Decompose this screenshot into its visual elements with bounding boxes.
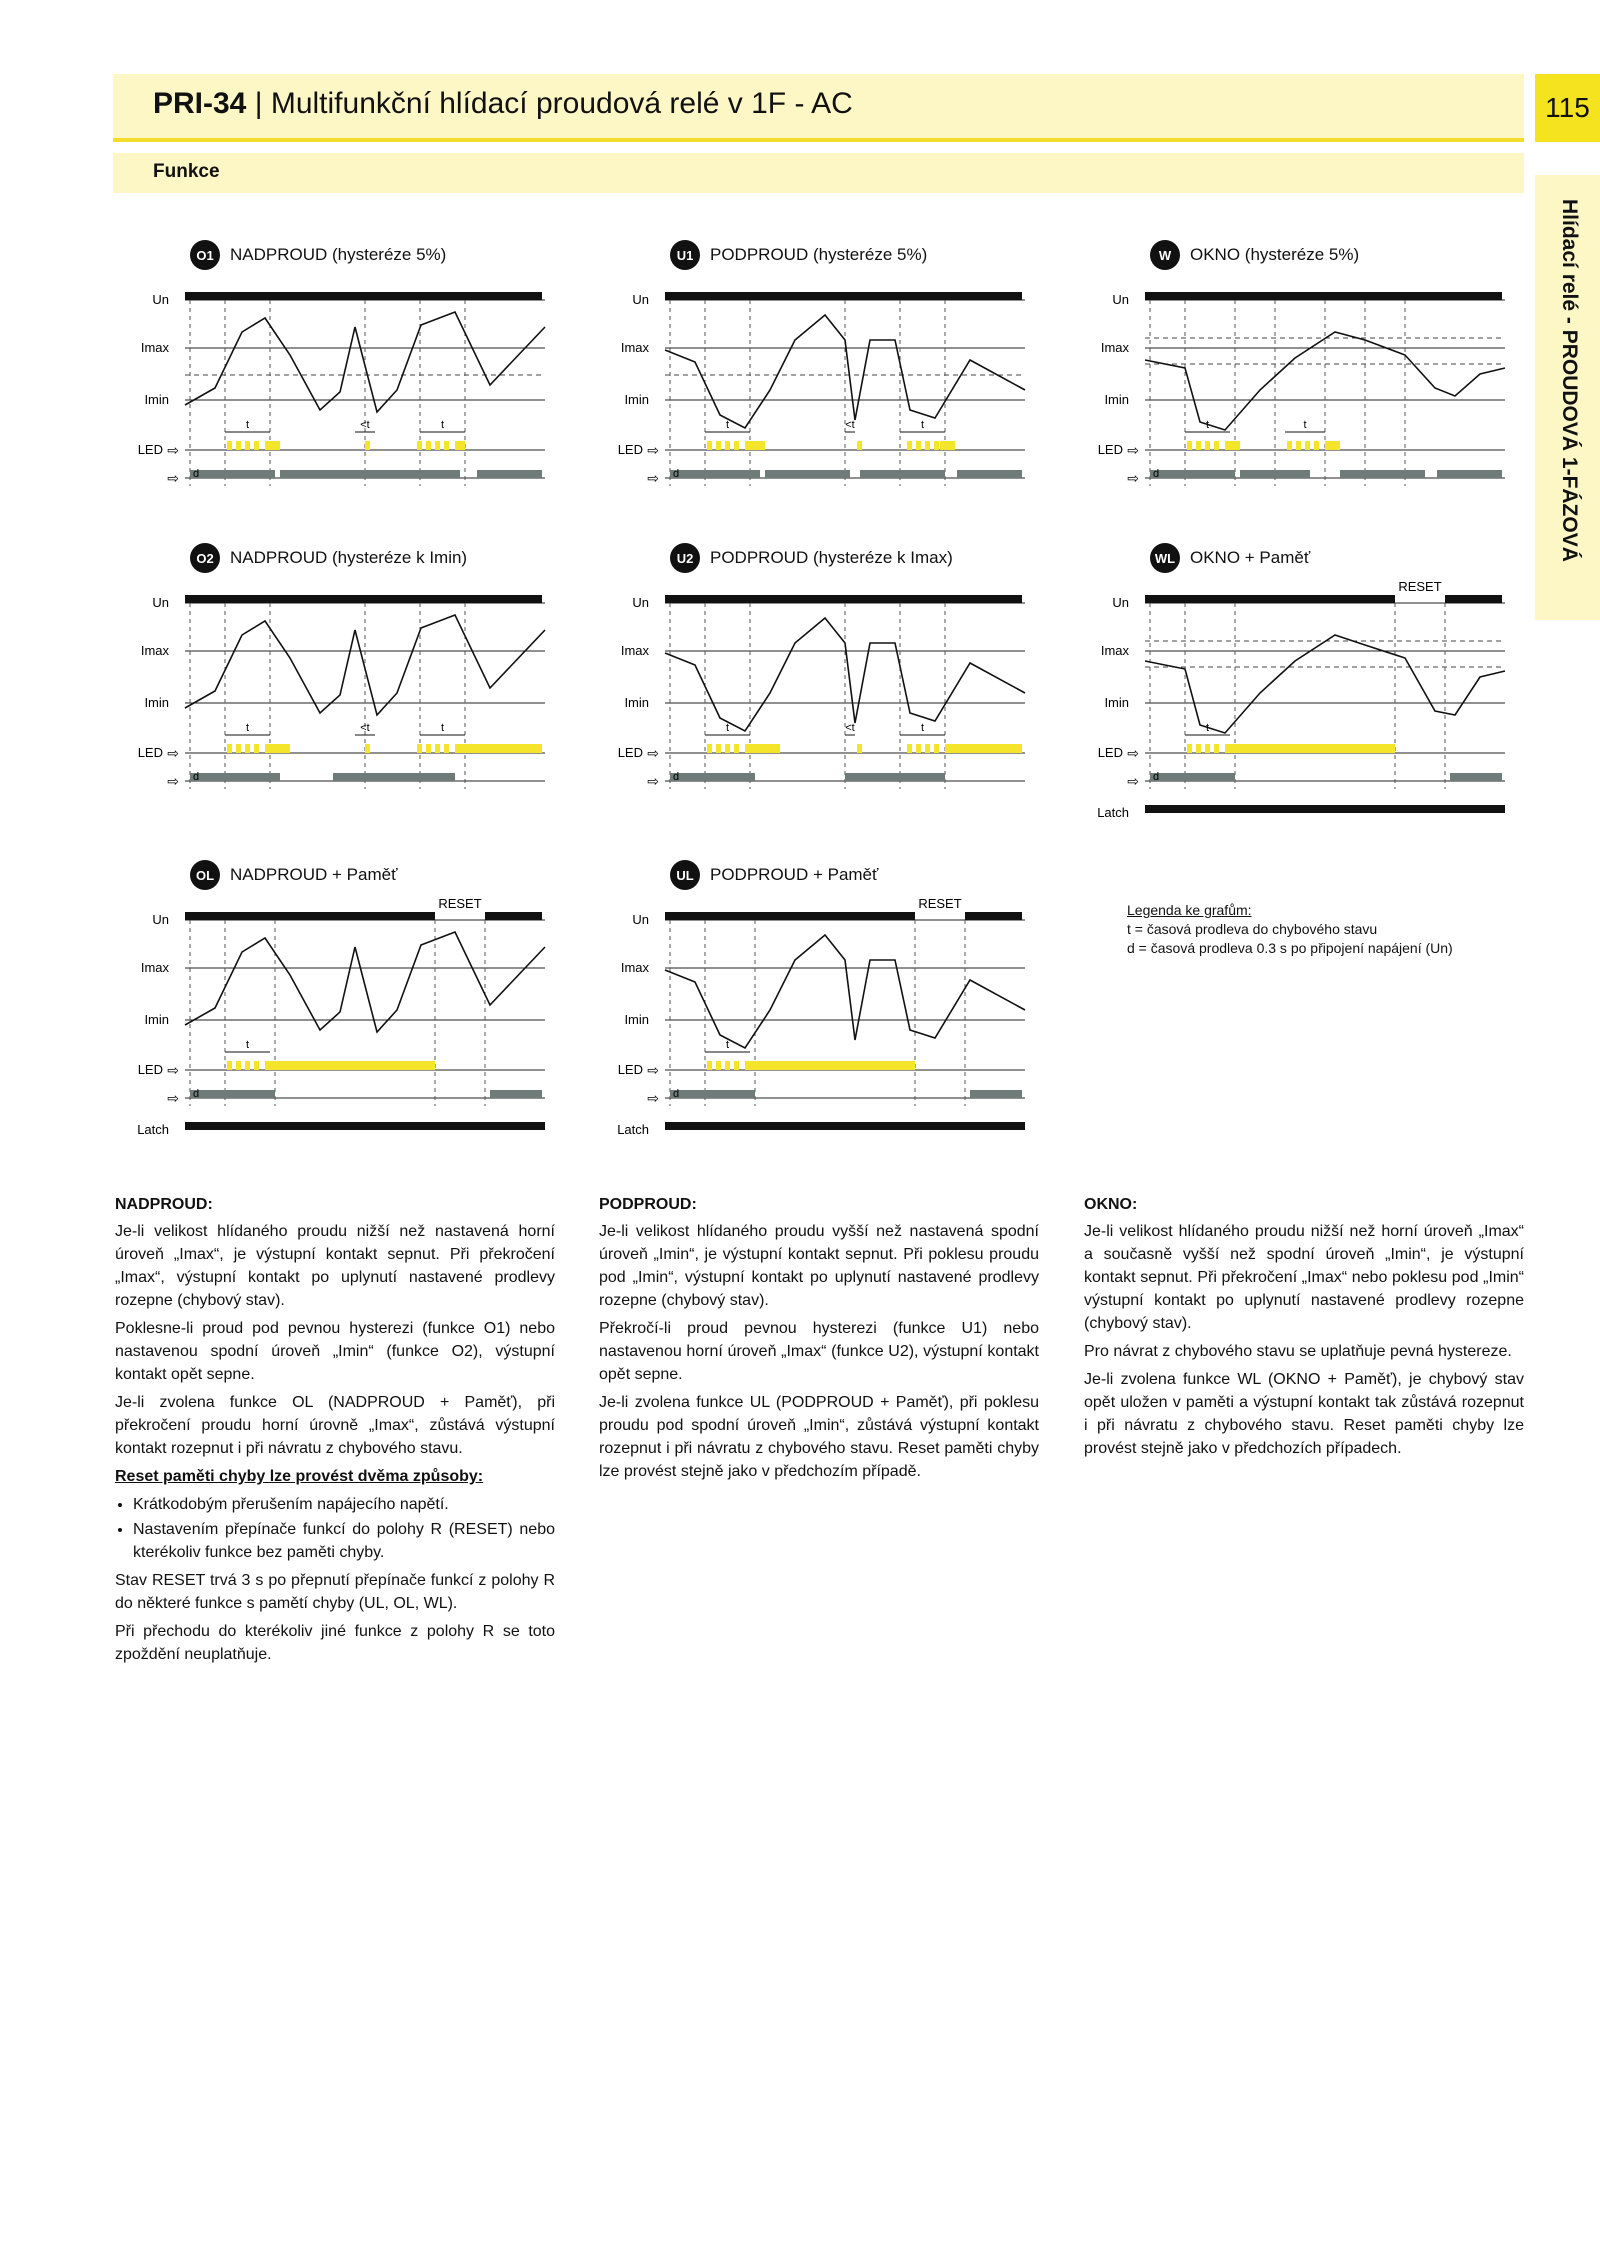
delay-label: t xyxy=(245,419,250,431)
imax-label: Imax xyxy=(1100,340,1129,355)
diagram-ol xyxy=(115,860,575,1145)
d-label: d xyxy=(1153,468,1160,480)
led-blink xyxy=(1287,441,1292,450)
led-arrow-icon: ⇨ xyxy=(1127,442,1139,458)
relay-arrow-icon: ⇨ xyxy=(1127,773,1139,789)
section-label: Funkce xyxy=(153,161,220,182)
led-label: LED xyxy=(137,442,163,457)
d-label: d xyxy=(193,468,200,480)
latch-bar xyxy=(185,1122,545,1130)
relay-bar xyxy=(280,470,460,478)
led-on xyxy=(745,441,765,450)
led-blink xyxy=(254,441,259,450)
led-blink xyxy=(1214,441,1219,450)
latch-bar xyxy=(665,1122,1025,1130)
imax-label: Imax xyxy=(1100,643,1129,658)
relay-bar xyxy=(1240,470,1310,478)
latch-label: Latch xyxy=(137,1122,169,1137)
led-blink xyxy=(916,441,921,450)
diagram-wl xyxy=(1075,543,1535,828)
legend-t: t = časová prodleva do chybového stavu xyxy=(1127,921,1378,937)
supply-bar xyxy=(485,912,542,920)
column-nadproud xyxy=(115,1193,555,1671)
led-on xyxy=(745,744,780,753)
relay-bar xyxy=(490,1090,542,1098)
led-blink xyxy=(734,441,739,450)
function-name: NADPROUD (hysteréze k Imin) xyxy=(230,548,468,567)
timing-chart xyxy=(595,543,1055,798)
delay-label: t xyxy=(440,419,445,431)
current-curve xyxy=(185,932,545,1032)
side-tab-label: Hlídací relé - PROUDOVÁ 1-FÁZOVÁ xyxy=(1558,199,1581,562)
nadproud-p4: Stav RESET trvá 3 s po přepnutí přepínače funkcí z polohy R do některé funkce s pamětí chyby (UL, OL, WL). xyxy=(115,1572,555,1612)
function-name: PODPROUD + Paměť xyxy=(710,865,879,884)
led-blink xyxy=(707,441,712,450)
relay-bar xyxy=(957,470,1022,478)
un-label: Un xyxy=(1112,292,1129,307)
led-arrow-icon: ⇨ xyxy=(1127,745,1139,761)
led-blink xyxy=(426,744,431,753)
supply-bar xyxy=(1445,595,1502,603)
latch-label: Latch xyxy=(617,1122,649,1137)
led-blink xyxy=(435,744,440,753)
un-label: Un xyxy=(1112,595,1129,610)
led-blink xyxy=(734,744,739,753)
relay-bar xyxy=(670,773,755,781)
product-code: PRI-34 xyxy=(153,87,247,120)
diagram-title xyxy=(190,543,467,573)
led-blink xyxy=(716,744,721,753)
delay-label: t xyxy=(440,722,445,734)
relay-bar xyxy=(190,1090,275,1098)
delay-label: t xyxy=(1205,722,1210,734)
title-bar xyxy=(113,74,1524,142)
supply-bar xyxy=(665,595,1022,603)
led-on xyxy=(940,441,955,450)
function-name: NADPROUD (hysteréze 5%) xyxy=(230,245,447,264)
function-badge: U1 xyxy=(670,240,700,270)
d-label: d xyxy=(193,771,200,783)
d-label: d xyxy=(673,771,680,783)
reset-bullet-2: • Nastavením přepínače funkcí do polohy R (RESET) nebo kterékoliv funkce bez paměti chyby. xyxy=(133,1518,555,1564)
relay-bar xyxy=(765,470,850,478)
un-label: Un xyxy=(152,292,169,307)
led-arrow-icon: ⇨ xyxy=(647,745,659,761)
podproud-p3: Je-li zvolena funkce UL (PODPROUD + Paměť), při poklesu proudu pod spodní úroveň „Imin“, zůstává výstupní kontakt rozepnut i při návratu z chybového stavu. Reset paměti chyby lze provést stejně jako v předchozím případě. xyxy=(599,1394,1039,1480)
nadproud-p3: Je-li zvolena funkce OL (NADPROUD + Paměť), při překročení proudu horní úrovně „Imax“, zůstává výstupní kontakt rozepnut i při návratu z chybového stavu. xyxy=(115,1394,555,1457)
diagram-title xyxy=(190,240,446,270)
led-arrow-icon: ⇨ xyxy=(167,745,179,761)
led-blink xyxy=(716,441,721,450)
delay-label: t xyxy=(920,722,925,734)
relay-arrow-icon: ⇨ xyxy=(1127,470,1139,486)
relay-bar xyxy=(1150,773,1235,781)
led-on xyxy=(455,744,542,753)
led-label: LED xyxy=(617,745,643,760)
d-label: d xyxy=(673,1088,680,1100)
column-okno xyxy=(1084,1193,1524,1465)
timing-chart xyxy=(1075,543,1535,828)
imin-label: Imin xyxy=(624,1012,649,1027)
reset-label: RESET xyxy=(918,896,962,911)
relay-bar xyxy=(1437,470,1502,478)
led-blink xyxy=(934,441,939,450)
delay-label: <t xyxy=(845,419,855,431)
imax-label: Imax xyxy=(140,960,169,975)
supply-bar xyxy=(1145,595,1395,603)
led-arrow-icon: ⇨ xyxy=(167,442,179,458)
led-blink xyxy=(1214,744,1219,753)
led-blink xyxy=(444,744,449,753)
delay-label: t xyxy=(1205,419,1210,431)
nadproud-p5: Při přechodu do kterékoliv jiné funkce z polohy R se toto zpoždění neuplatňuje. xyxy=(115,1623,555,1663)
diagram-ul xyxy=(595,860,1055,1145)
led-blink xyxy=(417,441,422,450)
page-title xyxy=(153,87,853,121)
nadproud-p2: Poklesne-li proud pod pevnou hysterezi (funkce O1) nebo nastavenou spodní úroveň „Imin“ (funkce O2), výstupní kontakt opět sepne. xyxy=(115,1320,555,1383)
led-blink xyxy=(245,441,250,450)
supply-bar xyxy=(1145,292,1502,300)
un-label: Un xyxy=(152,912,169,927)
function-badge: O2 xyxy=(190,543,220,573)
diagram-o1 xyxy=(115,240,575,495)
diagram-title xyxy=(190,860,397,890)
relay-arrow-icon: ⇨ xyxy=(647,1090,659,1106)
timing-chart xyxy=(115,860,575,1145)
imin-label: Imin xyxy=(144,392,169,407)
legend-d: d = časová prodleva 0.3 s po připojení napájení (Un) xyxy=(1127,940,1453,956)
current-curve xyxy=(665,315,1025,428)
led-arrow-icon: ⇨ xyxy=(647,1062,659,1078)
d-label: d xyxy=(193,1088,200,1100)
diagram-o2 xyxy=(115,543,575,798)
nadproud-p1: Je-li velikost hlídaného proudu nižší než nastavená horní úroveň „Imax“, je výstupní kontakt sepnut. Při překročení „Imax“, výstupní kontakt po uplynutí nastavené prodlevy rozepne (chybový stav). xyxy=(115,1223,555,1309)
current-curve xyxy=(1145,635,1505,733)
led-blink xyxy=(236,441,241,450)
podproud-p1: Je-li velikost hlídaného proudu vyšší než nastavená spodní úroveň „Imin“, je výstupní kontakt sepnut. Při poklesu proudu pod „Imin“, výstupní kontakt po uplynutí nastavené prodlevy rozepne (chybový stav). xyxy=(599,1223,1039,1309)
function-name: OKNO (hysteréze 5%) xyxy=(1190,245,1360,264)
function-badge: UL xyxy=(670,860,700,890)
diagram-u1 xyxy=(595,240,1055,495)
led-blink xyxy=(1205,744,1210,753)
nadproud-heading: NADPROUD: xyxy=(115,1196,213,1213)
relay-bar xyxy=(1450,773,1502,781)
led-on xyxy=(945,744,1022,753)
function-name: OKNO + Paměť xyxy=(1190,548,1311,567)
function-badge: O1 xyxy=(190,240,220,270)
delay-label: <t xyxy=(360,722,370,734)
relay-bar xyxy=(190,470,275,478)
led-on xyxy=(1225,744,1395,753)
diagram-u2 xyxy=(595,543,1055,798)
imin-label: Imin xyxy=(1104,695,1129,710)
imax-label: Imax xyxy=(620,643,649,658)
relay-bar xyxy=(860,470,945,478)
delay-label: t xyxy=(245,1039,250,1051)
d-label: d xyxy=(1153,771,1160,783)
led-blink xyxy=(227,441,232,450)
relay-arrow-icon: ⇨ xyxy=(647,470,659,486)
diagram-title xyxy=(670,860,878,890)
led-blink xyxy=(725,1061,730,1070)
led-on xyxy=(265,1061,435,1070)
led-label: LED xyxy=(137,745,163,760)
led-blink xyxy=(707,1061,712,1070)
supply-bar xyxy=(185,912,435,920)
delay-label: <t xyxy=(845,722,855,734)
function-name: PODPROUD (hysteréze k Imax) xyxy=(710,548,953,567)
current-curve xyxy=(665,935,1025,1048)
led-blink xyxy=(365,441,370,450)
led-blink xyxy=(725,744,730,753)
reset-bullet-1: • Krátkodobým přerušením napájecího napětí. xyxy=(133,1493,555,1516)
led-blink xyxy=(236,744,241,753)
reset-list xyxy=(115,1493,555,1564)
led-label: LED xyxy=(617,442,643,457)
function-badge: OL xyxy=(190,860,220,890)
imin-label: Imin xyxy=(144,695,169,710)
relay-arrow-icon: ⇨ xyxy=(647,773,659,789)
led-label: LED xyxy=(1097,442,1123,457)
led-blink xyxy=(1314,441,1319,450)
delay-label: t xyxy=(725,1039,730,1051)
latch-bar xyxy=(1145,805,1505,813)
led-on xyxy=(745,1061,915,1070)
supply-bar xyxy=(185,595,542,603)
delay-label: t xyxy=(725,419,730,431)
relay-bar xyxy=(845,773,945,781)
led-label: LED xyxy=(1097,745,1123,760)
led-blink xyxy=(1305,441,1310,450)
relay-bar xyxy=(670,1090,755,1098)
timing-chart xyxy=(595,240,1055,495)
led-blink xyxy=(254,744,259,753)
imin-label: Imin xyxy=(624,695,649,710)
title-separator: | xyxy=(246,87,271,120)
led-blink xyxy=(236,1061,241,1070)
current-curve xyxy=(665,618,1025,731)
okno-p2: Pro návrat z chybového stavu se uplatňuje pevná hystereze. xyxy=(1084,1343,1512,1360)
led-blink xyxy=(227,1061,232,1070)
led-blink xyxy=(916,744,921,753)
title-text: Multifunkční hlídací proudová relé v 1F - AC xyxy=(270,87,853,120)
supply-bar xyxy=(185,292,542,300)
led-on xyxy=(1325,441,1340,450)
relay-bar xyxy=(333,773,455,781)
relay-bar xyxy=(190,773,280,781)
relay-bar xyxy=(477,470,542,478)
led-blink xyxy=(925,744,930,753)
relay-bar xyxy=(1340,470,1425,478)
led-on xyxy=(1225,441,1240,450)
timing-chart xyxy=(115,543,575,798)
imin-label: Imin xyxy=(624,392,649,407)
imax-label: Imax xyxy=(620,340,649,355)
led-on xyxy=(265,441,280,450)
delay-label: <t xyxy=(360,419,370,431)
led-blink xyxy=(426,441,431,450)
legend-heading: Legenda ke grafům: xyxy=(1127,902,1252,918)
relay-bar xyxy=(970,1090,1022,1098)
side-tab xyxy=(1535,175,1600,620)
un-label: Un xyxy=(152,595,169,610)
imax-label: Imax xyxy=(140,340,169,355)
supply-bar xyxy=(965,912,1022,920)
latch-label: Latch xyxy=(1097,805,1129,820)
led-blink xyxy=(444,441,449,450)
led-blink xyxy=(857,441,862,450)
relay-bar xyxy=(670,470,760,478)
led-label: LED xyxy=(617,1062,643,1077)
imax-label: Imax xyxy=(140,643,169,658)
led-blink xyxy=(1205,441,1210,450)
led-blink xyxy=(254,1061,259,1070)
led-blink xyxy=(1196,441,1201,450)
led-blink xyxy=(1187,441,1192,450)
column-podproud xyxy=(599,1193,1039,1488)
led-blink xyxy=(245,1061,250,1070)
led-blink xyxy=(725,441,730,450)
led-blink xyxy=(707,744,712,753)
un-label: Un xyxy=(632,912,649,927)
led-blink xyxy=(907,744,912,753)
led-arrow-icon: ⇨ xyxy=(647,442,659,458)
podproud-p2: Překročí-li proud pevnou hysterezi (funkce U1) nebo nastavenou horní úroveň „Imax“ (funkce U2), výstupní kontakt opět sepne. xyxy=(599,1320,1039,1383)
led-blink xyxy=(857,744,862,753)
led-blink xyxy=(1296,441,1301,450)
led-blink xyxy=(245,744,250,753)
led-blink xyxy=(435,441,440,450)
reset-label: RESET xyxy=(1398,579,1442,594)
imin-label: Imin xyxy=(1104,392,1129,407)
diagram-title xyxy=(1150,240,1359,270)
relay-arrow-icon: ⇨ xyxy=(167,470,179,486)
led-blink xyxy=(716,1061,721,1070)
relay-arrow-icon: ⇨ xyxy=(167,1090,179,1106)
led-blink xyxy=(925,441,930,450)
diagram-title xyxy=(670,240,927,270)
delay-label: t xyxy=(245,722,250,734)
un-label: Un xyxy=(632,292,649,307)
un-label: Un xyxy=(632,595,649,610)
led-on xyxy=(265,744,290,753)
led-arrow-icon: ⇨ xyxy=(167,1062,179,1078)
led-blink xyxy=(417,744,422,753)
function-badge: WL xyxy=(1150,543,1180,573)
led-blink xyxy=(227,744,232,753)
page-number: 115 xyxy=(1535,74,1600,142)
imax-label: Imax xyxy=(620,960,649,975)
function-badge: W xyxy=(1150,240,1180,270)
function-name: PODPROUD (hysteréze 5%) xyxy=(710,245,928,264)
led-blink xyxy=(907,441,912,450)
reset-heading: Reset paměti chyby lze provést dvěma způsoby: xyxy=(115,1468,484,1485)
relay-arrow-icon: ⇨ xyxy=(167,773,179,789)
reset-label: RESET xyxy=(438,896,482,911)
diagram-title xyxy=(1150,543,1310,573)
function-badge: U2 xyxy=(670,543,700,573)
timing-chart xyxy=(115,240,575,495)
led-blink xyxy=(934,744,939,753)
led-blink xyxy=(1187,744,1192,753)
section-bar xyxy=(113,153,1524,193)
delay-label: t xyxy=(1303,419,1307,431)
diagram-w xyxy=(1075,240,1535,495)
delay-label: t xyxy=(920,419,925,431)
okno-heading: OKNO: xyxy=(1084,1196,1138,1213)
led-blink xyxy=(734,1061,739,1070)
supply-bar xyxy=(665,912,915,920)
relay-bar xyxy=(1150,470,1235,478)
timing-chart xyxy=(595,860,1055,1145)
timing-chart xyxy=(1075,240,1535,495)
supply-bar xyxy=(665,292,1022,300)
okno-p1: Je-li velikost hlídaného proudu nižší než horní úroveň „Imax“ a současně vyšší než spodní úroveň „Imin“, je výstupní kontakt sepnut. Při překročení „Imax“ nebo poklesu pod „Imin“ výstupní kontakt po uplynutí nastavené prodlevy rozepne (chybový stav). xyxy=(1084,1223,1524,1332)
led-on xyxy=(455,441,465,450)
legend xyxy=(1127,901,1453,958)
led-blink xyxy=(1196,744,1201,753)
podproud-heading: PODPROUD: xyxy=(599,1196,697,1213)
led-label: LED xyxy=(137,1062,163,1077)
delay-label: t xyxy=(725,722,730,734)
diagram-title xyxy=(670,543,953,573)
function-name: NADPROUD + Paměť xyxy=(230,865,398,884)
imin-label: Imin xyxy=(144,1012,169,1027)
d-label: d xyxy=(673,468,680,480)
okno-p3: Je-li zvolena funkce WL (OKNO + Paměť), je chybový stav opět uložen v paměti a výstupní kontakt tak zůstává rozepnut i při návratu z chybového stavu. Reset paměti chyby lze provést stejně jako v předchozích případech. xyxy=(1084,1371,1524,1457)
led-blink xyxy=(365,744,370,753)
